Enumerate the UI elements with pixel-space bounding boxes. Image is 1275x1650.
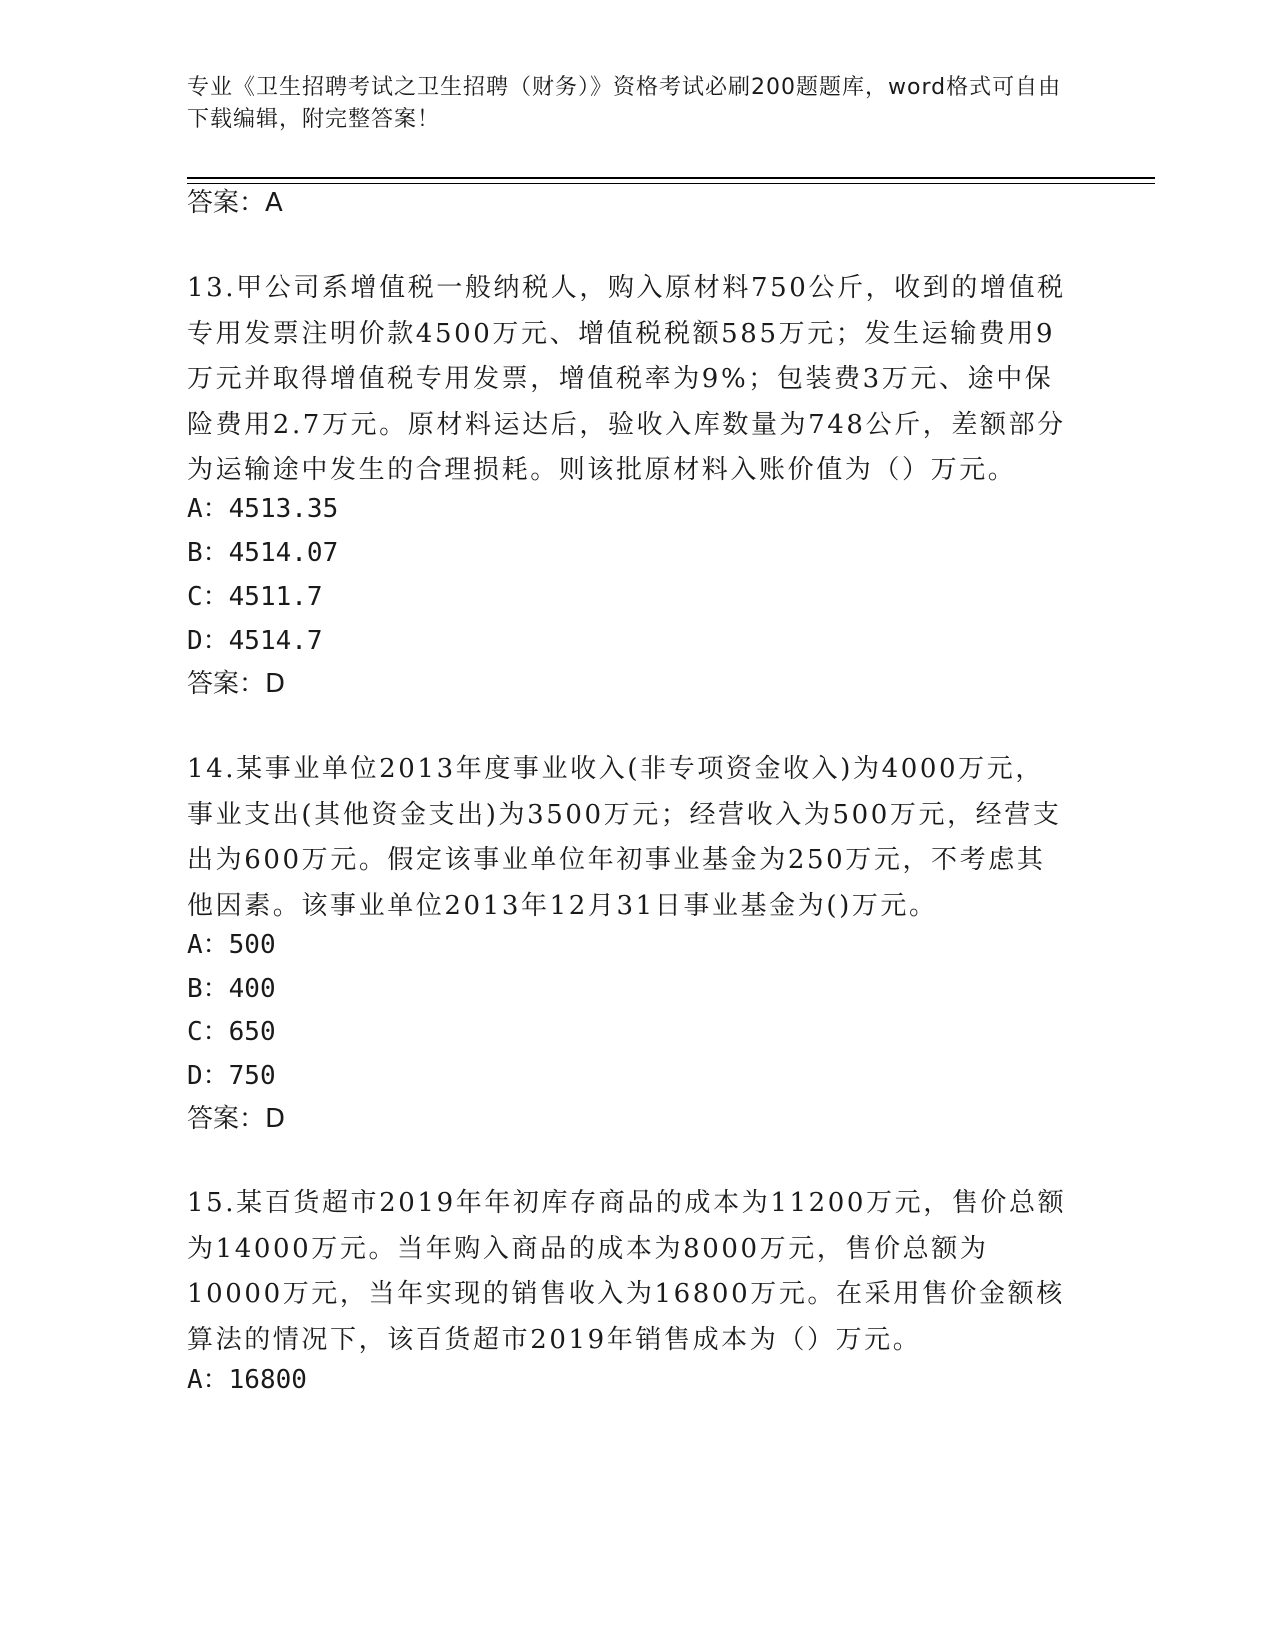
header-rule-thick [187, 177, 1155, 179]
question-13-answer: 答案：D [187, 669, 286, 699]
question-13-option-c: C：4511.7 [187, 582, 323, 612]
header-rule-thin [187, 183, 1155, 184]
question-14-option-c: C：650 [187, 1017, 276, 1047]
question-14-option-b: B：400 [187, 974, 276, 1004]
question-13-option-d: D：4514.7 [187, 626, 323, 656]
question-14-answer: 答案：D [187, 1104, 286, 1134]
document-header: 专业《卫生招聘考试之卫生招聘（财务）》资格考试必刷200题题库，word格式可自由下载编辑，附完整答案！ [187, 75, 1062, 132]
question-14-stem: 14.某事业单位2013年度事业收入(非专项资金收入)为4000万元，事业支出(其他资金支出)为3500万元；经营收入为500万元，经营支出为600万元。假定该事业单位年初事业基金为250万元，不考虑其他因素。该事业单位2013年12月31日事业基金为()万元。 [187, 754, 1062, 921]
question-14-option-a: A：500 [187, 930, 276, 960]
question-13-option-a: A：4513.35 [187, 494, 339, 524]
question-13-option-b: B：4514.07 [187, 538, 339, 568]
question-15-option-a: A：16800 [187, 1365, 307, 1395]
question-15-stem: 15.某百货超市2019年年初库存商品的成本为11200万元，售价总额为14000万元。当年购入商品的成本为8000万元，售价总额为10000万元，当年实现的销售收入为16800万元。在采用售价金额核算法的情况下，该百货超市2019年销售成本为（）万元。 [187, 1188, 1067, 1355]
question-14-option-d: D：750 [187, 1061, 276, 1091]
answer-prev: 答案：A [187, 188, 283, 218]
question-13-stem: 13.甲公司系增值税一般纳税人，购入原材料750公斤，收到的增值税专用发票注明价款4500万元、增值税税额585万元；发生运输费用9万元并取得增值税专用发票，增值税率为9%；包装费3万元、途中保险费用2.7万元。原材料运达后，验收入库数量为748公斤，差额部分为运输途中发生的合理损耗。则该批原材料入账价值为（）万元。 [187, 273, 1066, 485]
